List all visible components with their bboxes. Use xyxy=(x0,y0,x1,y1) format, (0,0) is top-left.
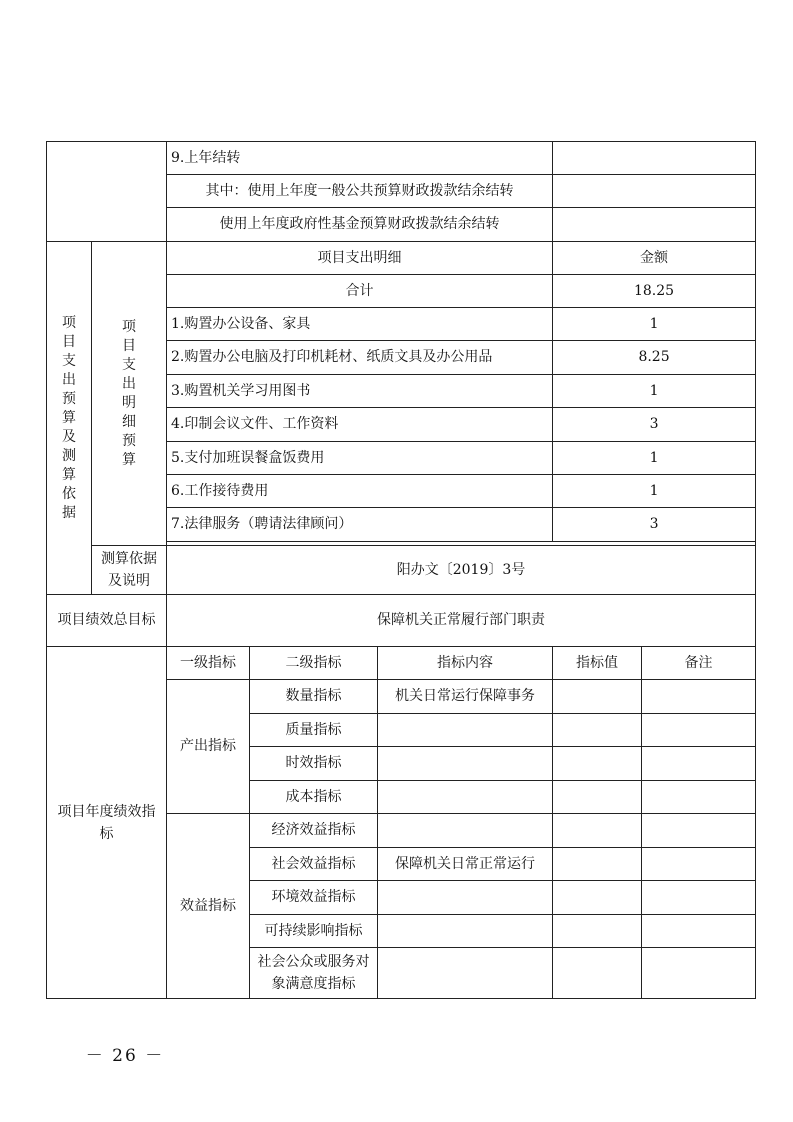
detail-item-amount: 8.25 xyxy=(553,341,756,375)
indicator-content xyxy=(378,714,553,747)
detail-item-label: 3.购置机关学习用图书 xyxy=(167,375,553,408)
indicator-content xyxy=(378,781,553,814)
basis-label: 测算依据及说明 xyxy=(92,546,167,595)
detail-header: 项目支出明细 xyxy=(167,242,553,275)
indicator-value xyxy=(553,915,642,948)
indicator-value xyxy=(553,948,642,999)
detail-item-amount: 1 xyxy=(553,308,756,341)
detail-item-amount: 3 xyxy=(553,408,756,442)
indicator-note xyxy=(642,915,756,948)
detail-item-label: 7.法律服务（聘请法律顾问） xyxy=(167,508,553,542)
carryover-row xyxy=(47,142,756,175)
indicator-content xyxy=(378,948,553,999)
detail-item-label: 4.印制会议文件、工作资料 xyxy=(167,408,553,442)
indicator-content xyxy=(378,881,553,915)
detail-item-amount: 1 xyxy=(553,442,756,475)
level2-name: 质量指标 xyxy=(250,714,378,747)
indicator-note xyxy=(642,781,756,814)
detail-item-label: 1.购置办公设备、家具 xyxy=(167,308,553,341)
indicator-content xyxy=(378,814,553,848)
indicator-value xyxy=(553,881,642,915)
carryover-amount xyxy=(553,142,756,175)
level2-name: 成本指标 xyxy=(250,781,378,814)
indicator-value xyxy=(553,714,642,747)
indicator-content: 保障机关日常正常运行 xyxy=(378,848,553,881)
indicator-section-label: 项目年度绩效指标 xyxy=(47,647,167,999)
content-header: 指标内容 xyxy=(378,647,553,680)
detail-item-label: 2.购置办公电脑及打印机耗材、纸质文具及办公用品 xyxy=(167,341,553,375)
amount-header: 金额 xyxy=(553,242,756,275)
detail-item-amount: 1 xyxy=(553,375,756,408)
indicator-note xyxy=(642,848,756,881)
total-label: 合计 xyxy=(167,275,553,308)
blank-cell xyxy=(47,142,167,242)
indicator-note xyxy=(642,714,756,747)
level2-name: 时效指标 xyxy=(250,747,378,781)
indicator-value xyxy=(553,680,642,714)
basis-row xyxy=(47,546,756,595)
detail-item-label: 6.工作接待费用 xyxy=(167,475,553,508)
indicator-note xyxy=(642,747,756,781)
level2-name: 经济效益指标 xyxy=(250,814,378,848)
indicator-value xyxy=(553,781,642,814)
indicator-content xyxy=(378,915,553,948)
detail-item-amount: 1 xyxy=(553,475,756,508)
page-number: － 26 － xyxy=(85,1046,165,1066)
benefit-indicator-label: 效益指标 xyxy=(167,814,250,999)
indicator-value xyxy=(553,814,642,848)
total-amount: 18.25 xyxy=(553,275,756,308)
indicator-value xyxy=(553,747,642,781)
indicator-note xyxy=(642,881,756,915)
goal-row xyxy=(47,595,756,647)
level2-name: 数量指标 xyxy=(250,680,378,714)
level1-header: 一级指标 xyxy=(167,647,250,680)
indicator-value xyxy=(553,848,642,881)
general-budget-label: 其中：使用上年度一般公共预算财政拨款结余结转 xyxy=(167,175,553,208)
indicator-header-row xyxy=(47,647,756,680)
fund-budget-label: 使用上年度政府性基金预算财政拨款结余结转 xyxy=(167,208,553,242)
goal-label: 项目绩效总目标 xyxy=(47,595,167,647)
indicator-note xyxy=(642,814,756,848)
carryover-label: 9.上年结转 xyxy=(167,142,553,175)
detail-budget-label: 项目支出明细预算 xyxy=(92,242,167,546)
fund-budget-amount xyxy=(553,208,756,242)
level2-header: 二级指标 xyxy=(250,647,378,680)
indicator-content xyxy=(378,747,553,781)
level2-name: 社会公众或服务对象满意度指标 xyxy=(250,948,378,999)
level2-name: 可持续影响指标 xyxy=(250,915,378,948)
basis-value: 阳办文〔2019〕3号 xyxy=(167,546,756,595)
value-header: 指标值 xyxy=(553,647,642,680)
budget-performance-table xyxy=(46,141,756,999)
detail-item-label: 5.支付加班误餐盒饭费用 xyxy=(167,442,553,475)
output-indicator-label: 产出指标 xyxy=(167,680,250,814)
indicator-note xyxy=(642,948,756,999)
detail-header-row xyxy=(47,242,756,275)
general-budget-amount xyxy=(553,175,756,208)
level2-name: 社会效益指标 xyxy=(250,848,378,881)
goal-value: 保障机关正常履行部门职责 xyxy=(167,595,756,647)
detail-item-amount: 3 xyxy=(553,508,756,542)
indicator-content: 机关日常运行保障事务 xyxy=(378,680,553,714)
level2-name: 环境效益指标 xyxy=(250,881,378,915)
note-header: 备注 xyxy=(642,647,756,680)
budget-section-label: 项目支出预算及测算依据 xyxy=(47,242,92,595)
indicator-note xyxy=(642,680,756,714)
